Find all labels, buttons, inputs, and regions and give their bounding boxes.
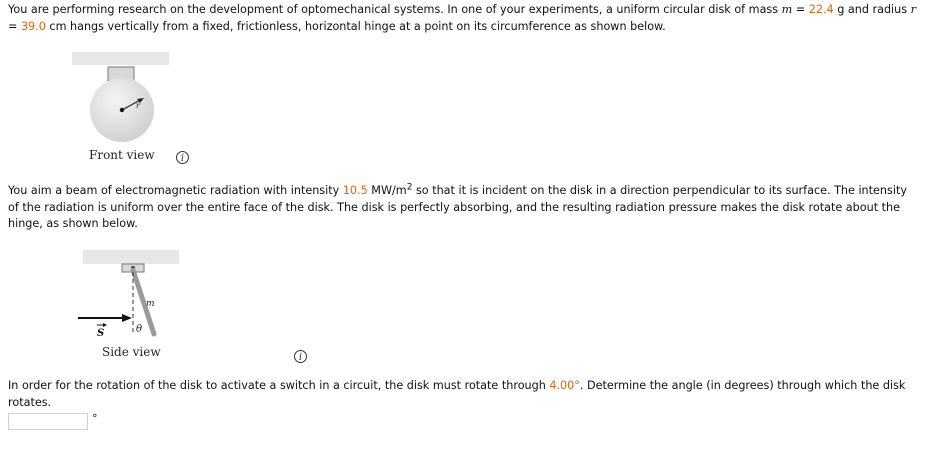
question-paragraph: In order for the rotation of the disk to activate a switch in a circuit, the disk must rotate through 4.00°. Determine the angle (in degrees) through which the disk rotates.	[8, 379, 906, 409]
front-view-caption: Front view	[89, 148, 155, 162]
side-view-info-icon[interactable]: i	[294, 350, 307, 363]
front-view-figure	[72, 52, 172, 142]
side-view-figure	[72, 250, 184, 342]
radius-label: r	[136, 101, 140, 110]
answer-input[interactable]	[8, 413, 88, 430]
radius-value: 39.0	[20, 19, 46, 33]
side-view-caption: Side view	[102, 345, 161, 359]
answer-unit: °	[92, 412, 98, 425]
intro-paragraph: You are performing research on the development of optomechanical systems. In one of your experiments, a uniform circular disk of mass m = 22.4 g and radius r = 39.0 cm hangs vertically from a fixed, frictionless, horizontal hinge at a point on its circumference as shown below.	[8, 3, 917, 33]
mass-value: 22.4	[808, 3, 834, 16]
side-s-label: S	[97, 328, 105, 339]
beam-paragraph: You aim a beam of electromagnetic radiation with intensity 10.5 $MW/m^2$ so that it is incident on the disk in a direction perpendicular to its surface. The intensity of the radiation is uniform over the entire face of the disk. The disk is perfectly absorbing, and the resulting radiation pressure makes the disk rotate about the hinge, as shown below.	[8, 182, 907, 230]
s-vector-bar-head	[103, 323, 107, 327]
front-view-info-icon[interactable]: i	[176, 151, 189, 164]
side-theta-label: θ	[136, 324, 143, 335]
switch-angle-value: 4.00°	[549, 379, 580, 392]
intensity-value: 10.5	[342, 184, 368, 197]
side-ceiling-bar	[83, 250, 179, 264]
side-mass-label: m	[146, 299, 155, 309]
incident-beam-arrowhead	[122, 314, 132, 322]
disk-center	[120, 108, 124, 112]
ceiling-bar	[72, 52, 169, 65]
